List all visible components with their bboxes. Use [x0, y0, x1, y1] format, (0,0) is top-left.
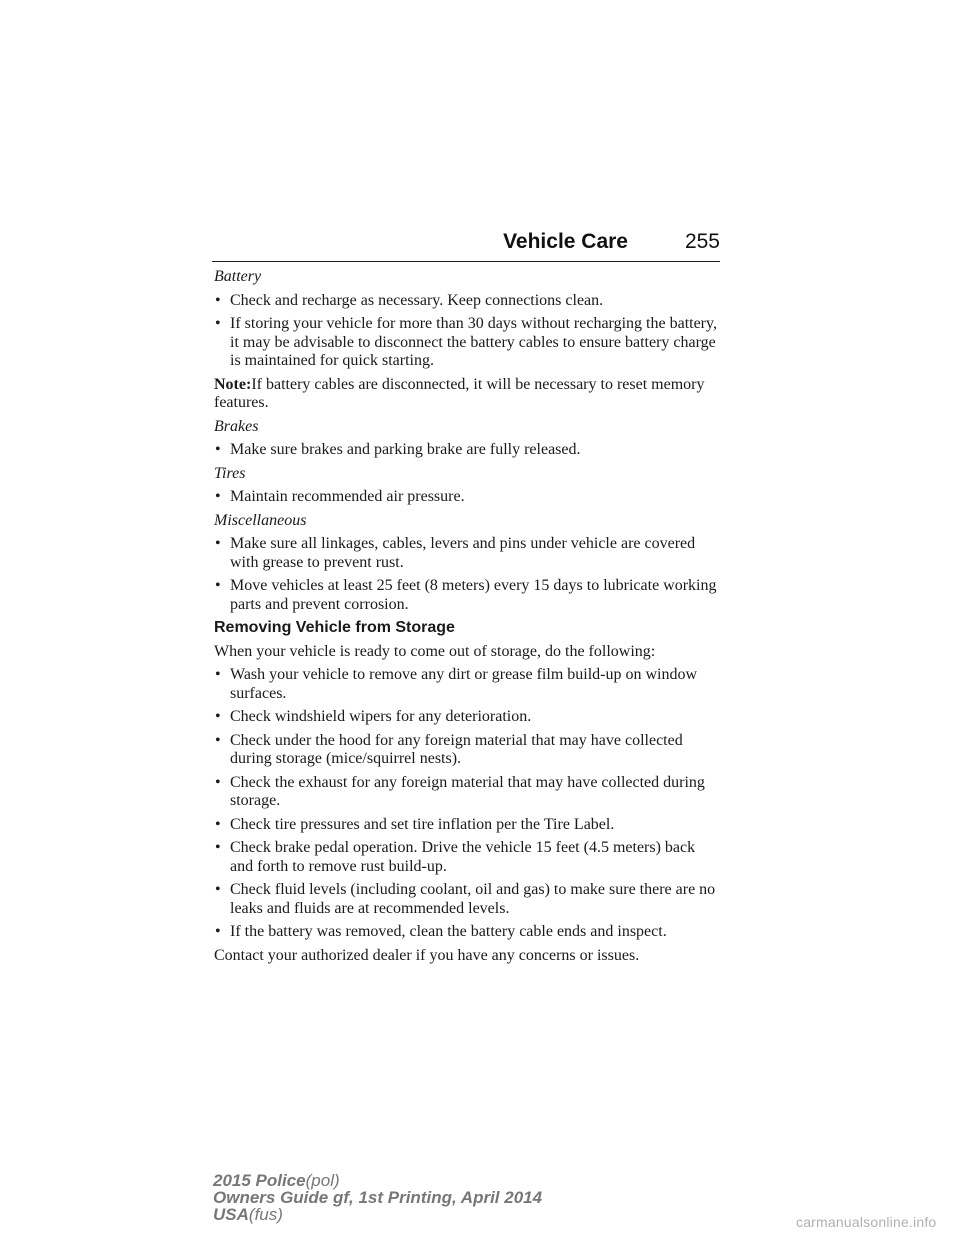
bullet-icon: •: [215, 315, 221, 332]
list-item: • Check windshield wipers for any deterioration.: [215, 708, 532, 725]
bullet-icon: •: [215, 815, 221, 833]
list-item: • If storing your vehicle for more than 30 days without recharging the battery, it may be advisable to disconnect the battery cables to ensure battery charge is maintained for quick starting.: [215, 315, 717, 369]
bullet-icon: •: [215, 488, 221, 505]
bullet-icon: •: [215, 923, 221, 940]
list-item: • Check tire pressures and set tire inflation per the Tire Label.: [215, 815, 615, 833]
list-item: • Check and recharge as necessary. Keep connections clean.: [215, 291, 604, 309]
bullet-icon: •: [215, 441, 221, 458]
closing-text: Contact your authorized dealer if you have any concerns or issues.: [214, 946, 640, 964]
removing-heading: Removing Vehicle from Storage: [214, 619, 455, 636]
battery-heading: Battery: [214, 268, 262, 285]
list-item: • Check fluid levels (including coolant, oil and gas) to make sure there are no leaks and fluids are at recommended levels.: [215, 881, 716, 917]
list-item: • Make sure all linkages, cables, levers and pins under vehicle are covered with grease to prevent rust.: [215, 535, 696, 571]
page-header: [212, 229, 720, 262]
note-label: Note:: [214, 375, 252, 393]
bullet-icon: •: [215, 731, 221, 749]
print-footer: [213, 1172, 542, 1223]
list-item: • Check the exhaust for any foreign material that may have collected during storage.: [215, 773, 705, 809]
list-item: • Check under the hood for any foreign material that may have collected during storage (mice/squirrel nests).: [215, 731, 683, 767]
watermark: carmanualsonline.info: [796, 1214, 937, 1230]
list-item: • Check brake pedal operation. Drive the vehicle 15 feet (4.5 meters) back and forth to remove rust build-up.: [215, 839, 696, 875]
brakes-heading: Brakes: [214, 417, 259, 435]
list-item: • Move vehicles at least 25 feet (8 meters) every 15 days to lubricate working parts and prevent corrosion.: [215, 577, 717, 613]
bullet-icon: •: [215, 881, 221, 898]
footer-line-1: 2015 Police(pol): [213, 1171, 340, 1190]
bullet-icon: •: [215, 708, 221, 725]
section-title: Vehicle Care: [503, 230, 628, 253]
page-number: 255: [684, 230, 720, 253]
bullet-icon: •: [215, 535, 221, 552]
list-item: • Maintain recommended air pressure.: [215, 488, 465, 505]
misc-heading: Miscellaneous: [214, 511, 307, 529]
footer-line-2: Owners Guide gf, 1st Printing, April 2014: [213, 1188, 543, 1207]
list-item: • Wash your vehicle to remove any dirt or grease film build-up on window surfaces.: [215, 666, 698, 702]
removing-intro: When your vehicle is ready to come out of storage, do the following:: [214, 642, 656, 660]
battery-note: Note:If battery cables are disconnected, it will be necessary to reset memory features.: [214, 375, 705, 411]
list-item: • Make sure brakes and parking brake are fully released.: [215, 441, 581, 458]
bullet-icon: •: [215, 773, 221, 791]
bullet-icon: •: [215, 577, 221, 594]
bullet-icon: •: [215, 839, 221, 856]
footer-line-3: USA(fus): [213, 1205, 283, 1224]
bullet-icon: •: [215, 666, 221, 683]
tires-heading: Tires: [214, 464, 246, 482]
page-content: [214, 268, 720, 970]
bullet-icon: •: [215, 291, 221, 309]
list-item: • If the battery was removed, clean the battery cable ends and inspect.: [215, 923, 667, 940]
